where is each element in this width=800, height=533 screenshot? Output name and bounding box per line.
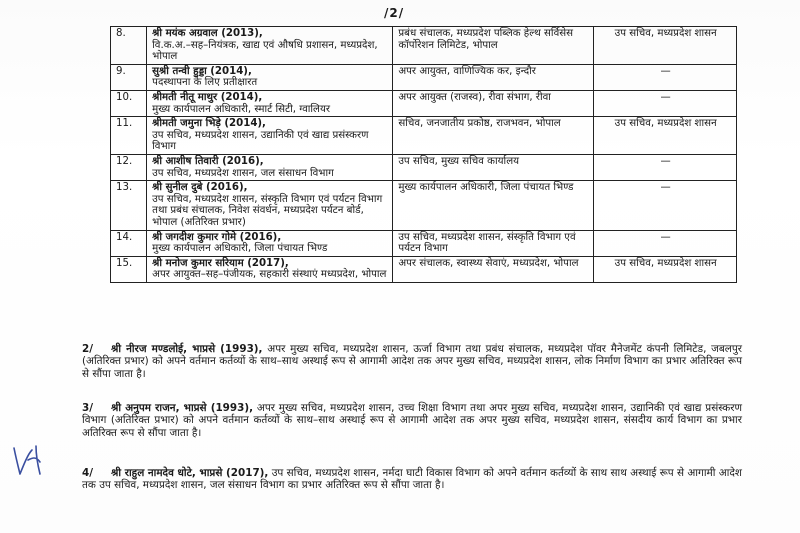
table-row xyxy=(111,256,737,282)
officer-name: श्री मनोज कुमार सरियाम (2017), xyxy=(152,257,289,269)
officer-cell xyxy=(147,230,393,256)
officer-cell xyxy=(147,181,393,230)
serial-number: 10. xyxy=(111,90,147,116)
officer-current-post: पदस्थापना के लिए प्रतीक्षारत xyxy=(152,77,258,89)
table-row xyxy=(111,90,737,116)
paragraph-text: उप सचिव, मध्यप्रदेश शासन, नर्मदा घाटी विकास विभाग को अपने वर्तमान कर्तव्यों के साथ साथ अस्थाई रूप से आगामी आदेश तक उप सचिव, मध्यप्रदेश शासन, जल संसाधन विभाग का प्रभार अतिरिक्त रूप से सौंपा जाता है। xyxy=(82,467,742,492)
officer-cell xyxy=(147,90,393,116)
officer-current-post: उप सचिव, मध्यप्रदेश शासन, संस्कृति विभाग एवं पर्यटन विभाग तथा प्रबंध संचालक, निवेश संवर्धन, मध्यप्रदेश पर्यटन बोर्ड, भोपाल (अतिरिक्त प्रभार) xyxy=(152,193,383,228)
officer-name: श्री जगदीश कुमार गोमे (2016), xyxy=(152,231,282,243)
initials-signature-icon xyxy=(6,440,46,480)
new-posting: मुख्य कार्यपालन अधिकारी, जिला पंचायत भिण्ड xyxy=(393,181,594,230)
paragraph-text: अपर मुख्य सचिव, मध्यप्रदेश शासन, ऊर्जा विभाग तथा प्रबंध संचालक, मध्यप्रदेश पॉवर मैनेजमेंट कंपनी लिमिटेड, जबलपुर (अतिरिक्त प्रभार) को अपने वर्तमान कर्तव्यों के साथ–साथ अस्थाई रूप से आगामी आदेश तक अपर मुख्य सचिव, मध्यप्रदेश शासन, लोक निर्माण विभाग का प्रभार अतिरिक्त रूप से सौंपा जाता है। xyxy=(82,343,742,380)
table-row xyxy=(111,117,737,155)
additional-charge: उप सचिव, मध्यप्रदेश शासन xyxy=(594,256,737,282)
additional-charge: — xyxy=(594,64,737,90)
new-posting: उप सचिव, मध्यप्रदेश शासन, संस्कृति विभाग एवं पर्यटन विभाग xyxy=(393,230,594,256)
officer-cell xyxy=(147,117,393,155)
paragraph-text: अपर मुख्य सचिव, मध्यप्रदेश शासन, उच्च शिक्षा विभाग तथा अपर मुख्य सचिव, मध्यप्रदेश शासन, उद्यानिकी एवं खाद्य प्रसंस्करण विभाग (अतिरिक्त प्रभार) को अपने वर्तमान कर्तव्यों के साथ–साथ अस्थाई रूप से आगामी आदेश तक अपर मुख्य सचिव, मध्यप्रदेश शासन, संसदीय कार्य विभाग का प्रभार अतिरिक्त रूप से सौंपा जाता है। xyxy=(82,402,742,439)
officer-current-post: उप सचिव, मध्यप्रदेश शासन, जल संसाधन विभाग xyxy=(152,167,334,179)
serial-number: 13. xyxy=(111,181,147,230)
table-row xyxy=(111,64,737,90)
page-number: /2/ xyxy=(384,6,405,20)
new-posting: अपर संचालक, स्वास्थ्य सेवाएं, मध्यप्रदेश, भोपाल xyxy=(393,256,594,282)
officer-name: श्री राहुल नामदेव धोटे, भाप्रसे (2017), xyxy=(111,467,269,479)
new-posting: अपर आयुक्त, वाणिज्यिक कर, इन्दौर xyxy=(393,64,594,90)
officer-current-post: वि.क.अ.–सह–नियंत्रक, खाद्य एवं औषधि प्रशासन, मध्यप्रदेश, भोपाल xyxy=(152,39,378,63)
additional-charge: — xyxy=(594,90,737,116)
additional-charge: उप सचिव, मध्यप्रदेश शासन xyxy=(594,27,737,65)
paragraph-number: 2/ xyxy=(82,343,94,355)
paragraph-number: 3/ xyxy=(82,402,94,414)
new-posting: अपर आयुक्त (राजस्व), रीवा संभाग, रीवा xyxy=(393,90,594,116)
officer-name: श्रीमती जमुना भिड़े (2014), xyxy=(152,118,266,130)
officer-cell xyxy=(147,154,393,180)
officer-current-post: अपर आयुक्त–सह–पंजीयक, सहकारी संस्थाएं मध्यप्रदेश, भोपाल xyxy=(152,269,387,281)
paragraph-2 xyxy=(82,343,742,380)
officer-name: श्री अनुपम राजन, भाप्रसे (1993), xyxy=(111,402,254,414)
officer-cell xyxy=(147,27,393,65)
table-body xyxy=(111,27,737,283)
new-posting: सचिव, जनजातीय प्रकोष्ठ, राजभवन, भोपाल xyxy=(393,117,594,155)
paragraph-4 xyxy=(82,467,742,492)
table-row xyxy=(111,181,737,230)
additional-charge: — xyxy=(594,181,737,230)
officer-current-post: मुख्य कार्यपालन अधिकारी, स्मार्ट सिटी, ग्वालियर xyxy=(152,103,331,115)
officer-name: श्री नीरज मण्डलोई, भाप्रसे (1993), xyxy=(111,343,263,355)
new-posting: उप सचिव, मुख्य सचिव कार्यालय xyxy=(393,154,594,180)
table-row xyxy=(111,230,737,256)
serial-number: 8. xyxy=(111,27,147,65)
additional-charge: — xyxy=(594,230,737,256)
table-row xyxy=(111,27,737,65)
officer-cell xyxy=(147,256,393,282)
paragraph-3 xyxy=(82,402,742,439)
paragraph-number: 4/ xyxy=(82,467,94,479)
serial-number: 15. xyxy=(111,256,147,282)
officer-name: श्री सुनील दुबे (2016), xyxy=(152,182,248,194)
serial-number: 14. xyxy=(111,230,147,256)
serial-number: 11. xyxy=(111,117,147,155)
posting-orders-table xyxy=(110,26,737,283)
serial-number: 9. xyxy=(111,64,147,90)
table-row xyxy=(111,154,737,180)
new-posting: प्रबंध संचालक, मध्यप्रदेश पब्लिक हेल्थ सर्विसेस कॉर्पोरेशन लिमिटेड, भोपाल xyxy=(393,27,594,65)
additional-charge: उप सचिव, मध्यप्रदेश शासन xyxy=(594,117,737,155)
officer-name: सुश्री तन्वी हुड्डा (2014), xyxy=(152,65,252,77)
officer-current-post: मुख्य कार्यपालन अधिकारी, जिला पंचायत भिण्ड xyxy=(152,243,328,255)
additional-charge: — xyxy=(594,154,737,180)
serial-number: 12. xyxy=(111,154,147,180)
officer-name: श्री मयंक अग्रवाल (2013), xyxy=(152,28,263,39)
officer-name: श्रीमती नीतू माथुर (2014), xyxy=(152,91,263,103)
officer-cell xyxy=(147,64,393,90)
officer-name: श्री आशीष तिवारी (2016), xyxy=(152,155,264,167)
officer-current-post: उप सचिव, मध्यप्रदेश शासन, उद्यानिकी एवं खाद्य प्रसंस्करण विभाग xyxy=(152,129,369,153)
